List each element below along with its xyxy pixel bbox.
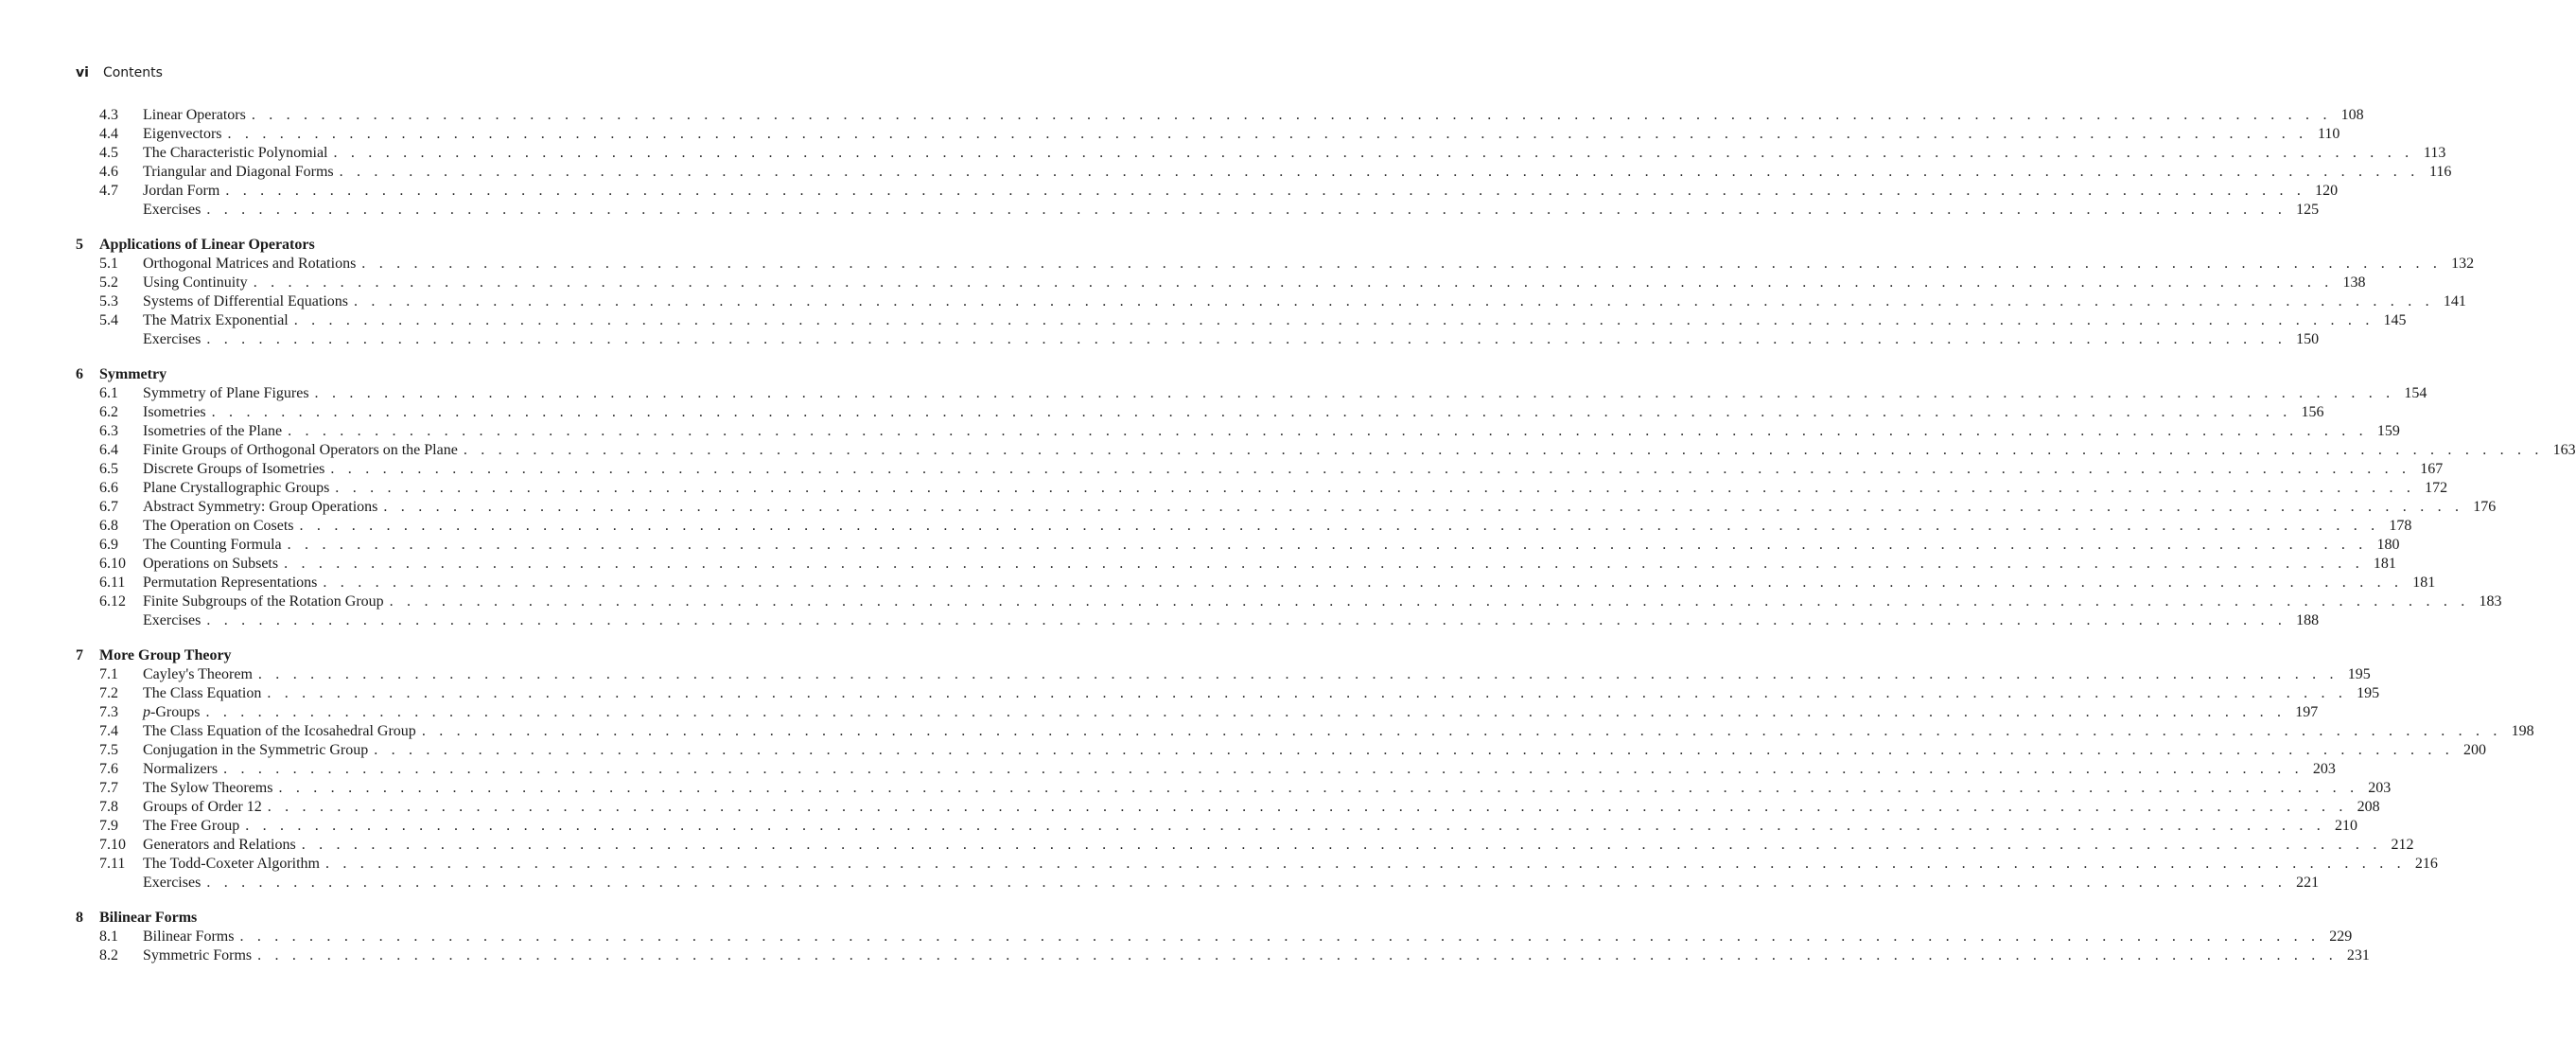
dot-leader: . . . . . . . . . . . . . . . . . . . . . . . . . . . . . . . . . . . . . . . . . . . . . . . . . . . . . . . . . . . . . . . . . . . . . . . . . . . . . . . . . . . . . . . . . . . . . . . . . . . . . . . . . . . . . . . . . . . . . . . . [374, 742, 2455, 758]
section-title: Exercises [143, 875, 202, 891]
section-number: 6.3 [99, 423, 118, 439]
dot-leader: . . . . . . . . . . . . . . . . . . . . . . . . . . . . . . . . . . . . . . . . . . . . . . . . . . . . . . . . . . . . . . . . . . . . . . . . . . . . . . . . . . . . . . . . . . . . . . . . . . . . . . . . . . . . . . . . . . . . . . . . [299, 518, 2380, 534]
page-ref: 181 [2373, 556, 2396, 572]
dot-leader: . . . . . . . . . . . . . . . . . . . . . . . . . . . . . . . . . . . . . . . . . . . . . . . . . . . . . . . . . . . . . . . . . . . . . . . . . . . . . . . . . . . . . . . . . . . . . . . . . . . . . . . . . . . . . . . . . . . . . . . . [206, 612, 2287, 628]
chapter-title: Bilinear Forms [99, 910, 198, 926]
dot-leader: . . . . . . . . . . . . . . . . . . . . . . . . . . . . . . . . . . . . . . . . . . . . . . . . . . . . . . . . . . . . . . . . . . . . . . . . . . . . . . . . . . . . . . . . . . . . . . . . . . . . . . . . . . . . . . . . . . . . . . . . [227, 126, 2308, 142]
section-title: Exercises [143, 612, 202, 628]
dot-leader: . . . . . . . . . . . . . . . . . . . . . . . . . . . . . . . . . . . . . . . . . . . . . . . . . . . . . . . . . . . . . . . . . . . . . . . . . . . . . . . . . . . . . . . . . . . . . . . . . . . . . . . . . . . . . . . . . . . . . . . . [323, 575, 2404, 591]
toc-entry[interactable] [76, 836, 2414, 855]
toc-entry[interactable] [76, 292, 2466, 311]
toc-entry[interactable] [76, 479, 2448, 498]
toc-entry[interactable] [76, 384, 2427, 403]
toc-entry[interactable] [76, 125, 2340, 144]
dot-leader: . . . . . . . . . . . . . . . . . . . . . . . . . . . . . . . . . . . . . . . . . . . . . . . . . . . . . . . . . . . . . . . . . . . . . . . . . . . . . . . . . . . . . . . . . . . . . . . . . . . . . . . . . . . . . . . . . . . . . . . . [225, 183, 2306, 199]
dot-leader: . . . . . . . . . . . . . . . . . . . . . . . . . . . . . . . . . . . . . . . . . . . . . . . . . . . . . . . . . . . . . . . . . . . . . . . . . . . . . . . . . . . . . . . . . . . . . . . . . . . . . . . . . . . . . . . . . . . . . . . . [253, 274, 2334, 291]
section-number: 5.2 [99, 274, 118, 291]
section-title: The Class Equation [143, 685, 262, 701]
toc-entry[interactable] [76, 703, 2319, 722]
page-ref: 132 [2451, 256, 2475, 272]
section-number: 6.1 [99, 385, 118, 401]
page-ref: 216 [2414, 856, 2438, 872]
section-number: 6.2 [99, 404, 118, 420]
section-number: 6.4 [99, 442, 118, 458]
page-ref: 178 [2389, 518, 2412, 534]
toc-entry[interactable] [76, 611, 2320, 630]
page-ref: 145 [2383, 312, 2407, 328]
toc-entry[interactable] [76, 741, 2487, 760]
toc-entry[interactable] [76, 498, 2497, 517]
section-title: Eigenvectors [143, 126, 222, 142]
dot-leader: . . . . . . . . . . . . . . . . . . . . . . . . . . . . . . . . . . . . . . . . . . . . . . . . . . . . . . . . . . . . . . . . . . . . . . . . . . . . . . . . . . . . . . . . . . . . . . . . . . . . . . . . . . . . . . . . . . . . . . . . [284, 556, 2364, 572]
chapter-heading[interactable] [76, 236, 698, 255]
section-title: The Counting Formula [143, 537, 282, 553]
running-title: Contents [102, 65, 163, 80]
section-number: 7.10 [99, 837, 126, 853]
dot-leader: . . . . . . . . . . . . . . . . . . . . . . . . . . . . . . . . . . . . . . . . . . . . . . . . . . . . . . . . . . . . . . . . . . . . . . . . . . . . . . . . . . . . . . . . . . . . . . . . . . . . . . . . . . . . . . . . . . . . . . . . [339, 164, 2420, 180]
toc-entry[interactable] [76, 536, 2400, 555]
toc-entry[interactable] [76, 779, 2392, 798]
dot-leader: . . . . . . . . . . . . . . . . . . . . . . . . . . . . . . . . . . . . . . . . . . . . . . . . . . . . . . . . . . . . . . . . . . . . . . . . . . . . . . . . . . . . . . . . . . . . . . . . . . . . . . . . . . . . . . . . . . . . . . . . [211, 404, 2292, 420]
page-ref: 208 [2357, 799, 2380, 815]
section-title: Linear Operators [143, 107, 246, 123]
section-title: Permutation Representations [143, 575, 318, 591]
section-number: 7.7 [99, 780, 118, 796]
page-ref: 203 [2368, 780, 2392, 796]
page-ref: 138 [2342, 274, 2366, 291]
toc-entry[interactable] [76, 722, 2534, 741]
toc-entry[interactable] [76, 274, 2366, 292]
dot-leader: . . . . . . . . . . . . . . . . . . . . . . . . . . . . . . . . . . . . . . . . . . . . . . . . . . . . . . . . . . . . . . . . . . . . . . . . . . . . . . . . . . . . . . . . . . . . . . . . . . . . . . . . . . . . . . . . . . . . . . . . [287, 537, 2368, 553]
section-number: 6.9 [99, 537, 118, 553]
toc-entry[interactable] [76, 555, 2396, 574]
dot-leader: . . . . . . . . . . . . . . . . . . . . . . . . . . . . . . . . . . . . . . . . . . . . . . . . . . . . . . . . . . . . . . . . . . . . . . . . . . . . . . . . . . . . . . . . . . . . . . . . . . . . . . . . . . . . . . . . . . . . . . . . [335, 480, 2416, 496]
section-title: Discrete Groups of Isometries [143, 461, 325, 477]
section-title: Finite Subgroups of the Rotation Group [143, 593, 384, 610]
section-number: 4.3 [99, 107, 118, 123]
section-number: 6.12 [99, 593, 126, 610]
section-number: 7.11 [99, 856, 126, 872]
section-title: Orthogonal Matrices and Rotations [143, 256, 357, 272]
dot-leader: . . . . . . . . . . . . . . . . . . . . . . . . . . . . . . . . . . . . . . . . . . . . . . . . . . . . . . . . . . . . . . . . . . . . . . . . . . . . . . . . . . . . . . . . . . . . . . . . . . . . . . . . . . . . . . . . . . . . . . . . [421, 723, 2502, 739]
section-number: 7.5 [99, 742, 118, 758]
section-title: The Matrix Exponential [143, 312, 289, 328]
dot-leader: . . . . . . . . . . . . . . . . . . . . . . . . . . . . . . . . . . . . . . . . . . . . . . . . . . . . . . . . . . . . . . . . . . . . . . . . . . . . . . . . . . . . . . . . . . . . . . . . . . . . . . . . . . . . . . . . . . . . . . . . [278, 780, 2359, 796]
page-ref: 188 [2296, 612, 2320, 628]
section-number: 6.6 [99, 480, 118, 496]
toc-entry[interactable] [76, 760, 2336, 779]
chapter-number: 6 [76, 366, 83, 382]
page-ref: 183 [2479, 593, 2502, 610]
section-number: 6.7 [99, 499, 118, 515]
section-title: Bilinear Forms [143, 928, 235, 945]
dot-leader: . . . . . . . . . . . . . . . . . . . . . . . . . . . . . . . . . . . . . . . . . . . . . . . . . . . . . . . . . . . . . . . . . . . . . . . . . . . . . . . . . . . . . . . . . . . . . . . . . . . . . . . . . . . . . . . . . . . . . . . . [354, 293, 2434, 309]
section-title: Conjugation in the Symmetric Group [143, 742, 369, 758]
running-header [76, 65, 163, 80]
section-number: 6.10 [99, 556, 126, 572]
section-number: 4.5 [99, 145, 118, 161]
section-title: The Sylow Theorems [143, 780, 273, 796]
section-number: 7.4 [99, 723, 118, 739]
chapter-heading[interactable] [76, 365, 698, 384]
section-title: Using Continuity [143, 274, 248, 291]
toc-entry[interactable] [76, 684, 2380, 703]
section-title: Cayley's Theorem [143, 666, 253, 682]
section-title: Jordan Form [143, 183, 220, 199]
toc-entry[interactable] [76, 441, 2576, 460]
page-ref: 110 [2317, 126, 2340, 142]
section-title: Symmetric Forms [143, 947, 253, 963]
section-number [99, 201, 143, 220]
dot-leader: . . . . . . . . . . . . . . . . . . . . . . . . . . . . . . . . . . . . . . . . . . . . . . . . . . . . . . . . . . . . . . . . . . . . . . . . . . . . . . . . . . . . . . . . . . . . . . . . . . . . . . . . . . . . . . . . . . . . . . . . [257, 666, 2339, 682]
section-number: 5.1 [99, 256, 118, 272]
dot-leader: . . . . . . . . . . . . . . . . . . . . . . . . . . . . . . . . . . . . . . . . . . . . . . . . . . . . . . . . . . . . . . . . . . . . . . . . . . . . . . . . . . . . . . . . . . . . . . . . . . . . . . . . . . . . . . . . . . . . . . . . [330, 461, 2411, 477]
chapter-number: 5 [76, 237, 83, 253]
page-ref: 195 [2357, 685, 2380, 701]
dot-leader: . . . . . . . . . . . . . . . . . . . . . . . . . . . . . . . . . . . . . . . . . . . . . . . . . . . . . . . . . . . . . . . . . . . . . . . . . . . . . . . . . . . . . . . . . . . . . . . . . . . . . . . . . . . . . . . . . . . . . . . . [206, 875, 2287, 891]
section-title: p-Groups [143, 704, 201, 720]
section-number: 7.6 [99, 761, 118, 777]
dot-leader: . . . . . . . . . . . . . . . . . . . . . . . . . . . . . . . . . . . . . . . . . . . . . . . . . . . . . . . . . . . . . . . . . . . . . . . . . . . . . . . . . . . . . . . . . . . . . . . . . . . . . . . . . . . . . . . . . . . . . . . . [333, 145, 2414, 161]
page-ref: 176 [2473, 499, 2497, 515]
page-ref: 167 [2420, 461, 2444, 477]
section-number: 8.2 [99, 947, 118, 963]
page-ref: 197 [2295, 704, 2319, 720]
dot-leader: . . . . . . . . . . . . . . . . . . . . . . . . . . . . . . . . . . . . . . . . . . . . . . . . . . . . . . . . . . . . . . . . . . . . . . . . . . . . . . . . . . . . . . . . . . . . . . . . . . . . . . . . . . . . . . . . . . . . . . . . [239, 928, 2321, 945]
page-ref: 120 [2315, 183, 2339, 199]
section-number: 7.1 [99, 666, 118, 682]
chapter-title: More Group Theory [99, 647, 232, 663]
section-title: Symmetry of Plane Figures [143, 385, 309, 401]
section-number [99, 874, 143, 893]
dot-leader: . . . . . . . . . . . . . . . . . . . . . . . . . . . . . . . . . . . . . . . . . . . . . . . . . . . . . . . . . . . . . . . . . . . . . . . . . . . . . . . . . . . . . . . . . . . . . . . . . . . . . . . . . . . . . . . . . . . . . . . . [206, 331, 2287, 347]
toc-entry[interactable] [76, 201, 2320, 220]
dot-leader: . . . . . . . . . . . . . . . . . . . . . . . . . . . . . . . . . . . . . . . . . . . . . . . . . . . . . . . . . . . . . . . . . . . . . . . . . . . . . . . . . . . . . . . . . . . . . . . . . . . . . . . . . . . . . . . . . . . . . . . . [245, 818, 2325, 834]
section-number: 5.3 [99, 293, 118, 309]
section-title: Exercises [143, 202, 202, 218]
section-title: Plane Crystallographic Groups [143, 480, 330, 496]
section-title: The Characteristic Polynomial [143, 145, 328, 161]
dot-leader: . . . . . . . . . . . . . . . . . . . . . . . . . . . . . . . . . . . . . . . . . . . . . . . . . . . . . . . . . . . . . . . . . . . . . . . . . . . . . . . . . . . . . . . . . . . . . . . . . . . . . . . . . . . . . . . . . . . . . . . . [293, 312, 2374, 328]
toc-entry[interactable] [76, 798, 2380, 817]
page-ref: 159 [2376, 423, 2400, 439]
toc-entry[interactable] [76, 874, 2320, 893]
toc-entry[interactable] [76, 460, 2444, 479]
table-of-contents [76, 106, 2576, 965]
toc-entry[interactable] [76, 817, 2357, 836]
chapter-heading[interactable] [76, 909, 698, 928]
section-title: Finite Groups of Orthogonal Operators on the Plane [143, 442, 458, 458]
page-ref: 198 [2511, 723, 2534, 739]
section-title: Abstract Symmetry: Group Operations [143, 499, 378, 515]
dot-leader: . . . . . . . . . . . . . . . . . . . . . . . . . . . . . . . . . . . . . . . . . . . . . . . . . . . . . . . . . . . . . . . . . . . . . . . . . . . . . . . . . . . . . . . . . . . . . . . . . . . . . . . . . . . . . . . . . . . . . . . . [205, 704, 2287, 720]
section-title: Normalizers [143, 761, 219, 777]
page-ref: 116 [2429, 164, 2452, 180]
chapter-heading[interactable] [76, 646, 698, 665]
section-number: 7.9 [99, 818, 118, 834]
dot-leader: . . . . . . . . . . . . . . . . . . . . . . . . . . . . . . . . . . . . . . . . . . . . . . . . . . . . . . . . . . . . . . . . . . . . . . . . . . . . . . . . . . . . . . . . . . . . . . . . . . . . . . . . . . . . . . . . . . . . . . . . [267, 685, 2348, 701]
toc-entry[interactable] [76, 422, 2400, 441]
section-title: The Free Group [143, 818, 240, 834]
dot-leader: . . . . . . . . . . . . . . . . . . . . . . . . . . . . . . . . . . . . . . . . . . . . . . . . . . . . . . . . . . . . . . . . . . . . . . . . . . . . . . . . . . . . . . . . . . . . . . . . . . . . . . . . . . . . . . . . . . . . . . . . [325, 856, 2406, 872]
dot-leader: . . . . . . . . . . . . . . . . . . . . . . . . . . . . . . . . . . . . . . . . . . . . . . . . . . . . . . . . . . . . . . . . . . . . . . . . . . . . . . . . . . . . . . . . . . . . . . . . . . . . . . . . . . . . . . . . . . . . . . . . [267, 799, 2348, 815]
page-ref: 203 [2312, 761, 2336, 777]
chapter-title: Symmetry [99, 366, 167, 382]
toc-entry[interactable] [76, 592, 2502, 611]
section-title: Triangular and Diagonal Forms [143, 164, 334, 180]
page-ref: 141 [2443, 293, 2466, 309]
page-ref: 181 [2412, 575, 2436, 591]
dot-leader: . . . . . . . . . . . . . . . . . . . . . . . . . . . . . . . . . . . . . . . . . . . . . . . . . . . . . . . . . . . . . . . . . . . . . . . . . . . . . . . . . . . . . . . . . . . . . . . . . . . . . . . . . . . . . . . . . . . . . . . . [361, 256, 2443, 272]
page-ref: 125 [2296, 202, 2320, 218]
section-title: The Class Equation of the Icosahedral Group [143, 723, 416, 739]
dot-leader: . . . . . . . . . . . . . . . . . . . . . . . . . . . . . . . . . . . . . . . . . . . . . . . . . . . . . . . . . . . . . . . . . . . . . . . . . . . . . . . . . . . . . . . . . . . . . . . . . . . . . . . . . . . . . . . . . . . . . . . . [288, 423, 2368, 439]
toc-entry[interactable] [76, 182, 2339, 201]
section-title: The Todd-Coxeter Algorithm [143, 856, 320, 872]
page-ref: 156 [2301, 404, 2324, 420]
dot-leader: . . . . . . . . . . . . . . . . . . . . . . . . . . . . . . . . . . . . . . . . . . . . . . . . . . . . . . . . . . . . . . . . . . . . . . . . . . . . . . . . . . . . . . . . . . . . . . . . . . . . . . . . . . . . . . . . . . . . . . . . [206, 202, 2287, 218]
toc-entry[interactable] [76, 855, 2438, 874]
section-title: Isometries [143, 404, 206, 420]
section-number [99, 330, 143, 349]
section-number: 4.7 [99, 183, 118, 199]
toc-entry[interactable] [76, 144, 2446, 163]
dot-leader: . . . . . . . . . . . . . . . . . . . . . . . . . . . . . . . . . . . . . . . . . . . . . . . . . . . . . . . . . . . . . . . . . . . . . . . . . . . . . . . . . . . . . . . . . . . . . . . . . . . . . . . . . . . . . . . . . . . . . . . . [251, 107, 2332, 123]
page-ref: 195 [2347, 666, 2371, 682]
section-number: 4.4 [99, 126, 118, 142]
toc-entry[interactable] [76, 403, 2324, 422]
toc-entry[interactable] [76, 255, 2475, 274]
page-ref: 210 [2335, 818, 2357, 834]
page-ref: 231 [2346, 947, 2370, 963]
section-title: Groups of Order 12 [143, 799, 262, 815]
section-title: Exercises [143, 331, 202, 347]
toc-entry[interactable] [76, 106, 2364, 125]
section-number: 7.8 [99, 799, 118, 815]
section-title: Generators and Relations [143, 837, 296, 853]
dot-leader: . . . . . . . . . . . . . . . . . . . . . . . . . . . . . . . . . . . . . . . . . . . . . . . . . . . . . . . . . . . . . . . . . . . . . . . . . . . . . . . . . . . . . . . . . . . . . . . . . . . . . . . . . . . . . . . . . . . . . . . . [314, 385, 2395, 401]
page-ref: 108 [2340, 107, 2364, 123]
toc-entry[interactable] [76, 928, 2353, 946]
toc-entry[interactable] [76, 330, 2320, 349]
toc-entry[interactable] [76, 517, 2412, 536]
page-number: vi [76, 65, 89, 80]
page-ref: 200 [2463, 742, 2487, 758]
section-number: 8.1 [99, 928, 118, 945]
dot-leader: . . . . . . . . . . . . . . . . . . . . . . . . . . . . . . . . . . . . . . . . . . . . . . . . . . . . . . . . . . . . . . . . . . . . . . . . . . . . . . . . . . . . . . . . . . . . . . . . . . . . . . . . . . . . . . . . . . . . . . . . [257, 947, 2338, 963]
page-ref: 150 [2296, 331, 2320, 347]
section-title: Operations on Subsets [143, 556, 279, 572]
dot-leader: . . . . . . . . . . . . . . . . . . . . . . . . . . . . . . . . . . . . . . . . . . . . . . . . . . . . . . . . . . . . . . . . . . . . . . . . . . . . . . . . . . . . . . . . . . . . . . . . . . . . . . . . . . . . . . . . . . . . . . . . [223, 761, 2304, 777]
section-number: 6.11 [99, 575, 126, 591]
dot-leader: . . . . . . . . . . . . . . . . . . . . . . . . . . . . . . . . . . . . . . . . . . . . . . . . . . . . . . . . . . . . . . . . . . . . . . . . . . . . . . . . . . . . . . . . . . . . . . . . . . . . . . . . . . . . . . . . . . . . . . . . [463, 442, 2544, 458]
toc-entry[interactable] [76, 311, 2407, 330]
toc-entry[interactable] [76, 665, 2371, 684]
page-ref: 229 [2329, 928, 2353, 945]
toc-entry[interactable] [76, 163, 2452, 182]
dot-leader: . . . . . . . . . . . . . . . . . . . . . . . . . . . . . . . . . . . . . . . . . . . . . . . . . . . . . . . . . . . . . . . . . . . . . . . . . . . . . . . . . . . . . . . . . . . . . . . . . . . . . . . . . . . . . . . . . . . . . . . . [389, 593, 2470, 610]
page-ref: 212 [2391, 837, 2414, 853]
page-ref: 163 [2552, 442, 2576, 458]
section-number: 7.3 [99, 704, 118, 720]
section-number: 7.2 [99, 685, 118, 701]
section-number: 4.6 [99, 164, 118, 180]
section-number [99, 611, 143, 630]
section-number: 6.8 [99, 518, 118, 534]
section-number: 5.4 [99, 312, 118, 328]
page-ref: 180 [2376, 537, 2400, 553]
toc-entry[interactable] [76, 946, 2370, 965]
chapter-number: 7 [76, 647, 83, 663]
section-title: Systems of Differential Equations [143, 293, 348, 309]
chapter-number: 8 [76, 910, 83, 926]
dot-leader: . . . . . . . . . . . . . . . . . . . . . . . . . . . . . . . . . . . . . . . . . . . . . . . . . . . . . . . . . . . . . . . . . . . . . . . . . . . . . . . . . . . . . . . . . . . . . . . . . . . . . . . . . . . . . . . . . . . . . . . . [383, 499, 2464, 515]
section-title: Isometries of the Plane [143, 423, 283, 439]
page-ref: 221 [2296, 875, 2320, 891]
page-ref: 172 [2425, 480, 2448, 496]
dot-leader: . . . . . . . . . . . . . . . . . . . . . . . . . . . . . . . . . . . . . . . . . . . . . . . . . . . . . . . . . . . . . . . . . . . . . . . . . . . . . . . . . . . . . . . . . . . . . . . . . . . . . . . . . . . . . . . . . . . . . . . . [301, 837, 2382, 853]
section-title: The Operation on Cosets [143, 518, 294, 534]
chapter-title: Applications of Linear Operators [99, 237, 315, 253]
page-ref: 113 [2423, 145, 2446, 161]
page-ref: 154 [2404, 385, 2427, 401]
toc-entry[interactable] [76, 574, 2436, 592]
section-number: 6.5 [99, 461, 118, 477]
